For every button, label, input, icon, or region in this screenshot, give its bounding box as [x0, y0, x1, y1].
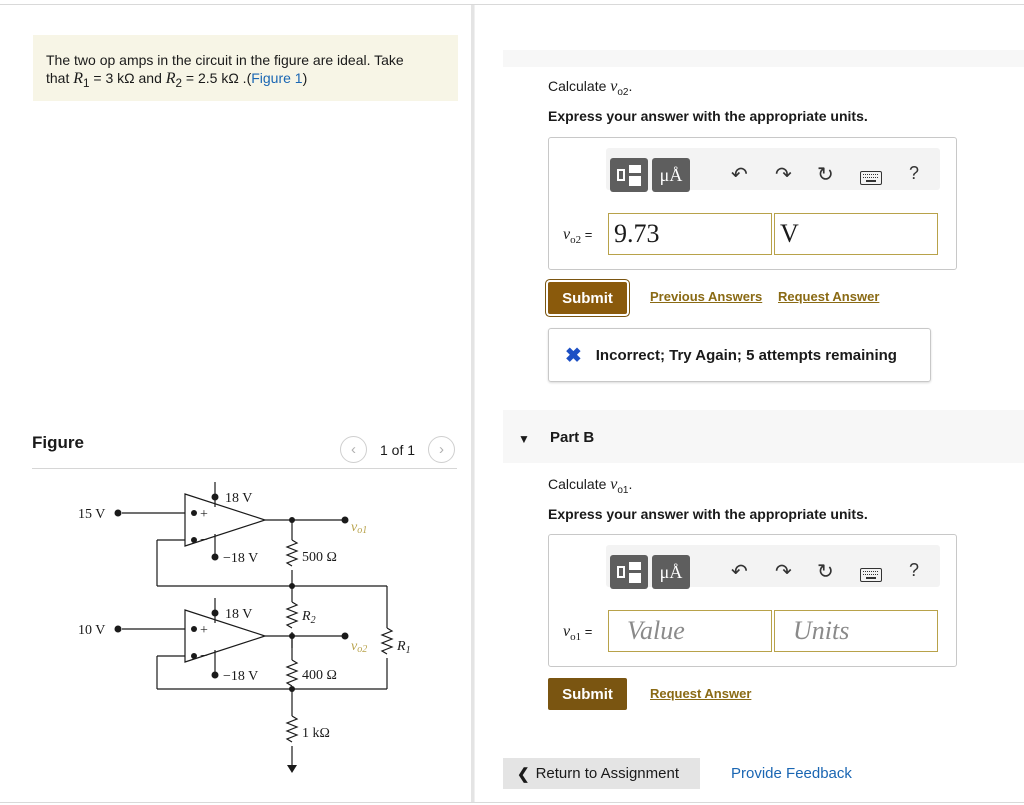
label-400-ohm: 400 Ω — [302, 668, 337, 683]
part-b-answer-box — [548, 534, 957, 667]
undo-icon[interactable]: ↶ — [731, 164, 748, 186]
part-b-question: Calculate $v_{o1}$. — [548, 476, 633, 496]
vo2-value-input[interactable]: 9.73 — [608, 213, 772, 255]
label-r2: $R_2$ — [302, 609, 316, 626]
templates-button-b[interactable] — [610, 555, 648, 589]
minus-terminal-b: − — [200, 649, 208, 664]
part-a-request-answer-link[interactable]: Request Answer — [778, 289, 880, 304]
figure-title: Figure — [32, 433, 84, 452]
r2-value: = 2.5 kΩ .( — [182, 70, 252, 86]
units-button[interactable]: μÅ — [652, 158, 690, 192]
label-minus18v-b: −18 V — [223, 669, 259, 684]
plus-terminal-b: + — [200, 623, 208, 638]
label-minus18v-a: −18 V — [223, 551, 259, 566]
problem-statement — [33, 35, 458, 101]
figure-page-count: 1 of 1 — [380, 441, 416, 458]
label-15v: 15 V — [78, 507, 106, 522]
vo1-units-input[interactable]: Units — [774, 610, 938, 652]
return-label: Return to Assignment — [535, 765, 679, 782]
vo1-label: $v_{o1}$ = — [563, 623, 593, 644]
part-a-question: Calculate $v_{o2}$. — [548, 78, 633, 98]
vo1-value-input[interactable]: Value — [608, 610, 772, 652]
label-r1: $R_1$ — [397, 639, 411, 656]
part-a-instructions: Express your answer with the appropriate units. — [548, 108, 868, 124]
vo2-label: $v_{o2}$ = — [563, 226, 593, 247]
redo-icon-b[interactable]: ↷ — [775, 561, 792, 583]
label-10v: 10 V — [78, 623, 106, 638]
vo2-units-input[interactable]: V — [774, 213, 938, 255]
templates-button[interactable] — [610, 158, 648, 192]
plus-terminal-a: + — [200, 507, 208, 522]
resistor-r1 — [382, 628, 392, 654]
pane-divider-shadow — [474, 5, 475, 802]
label-18v-b: 18 V — [225, 607, 253, 622]
problem-line-2 — [46, 69, 445, 93]
problem-close-paren: ) — [302, 70, 308, 86]
label-18v-a: 18 V — [225, 491, 253, 506]
minus-terminal-a: − — [200, 533, 208, 548]
problem-line-1: The two op amps in the circuit in the figure are ideal. Take — [46, 52, 404, 68]
label-vo2: vo2 — [351, 639, 368, 655]
resistor-1k — [287, 716, 297, 742]
r2-symbol: R — [165, 70, 176, 87]
keyboard-icon-b[interactable] — [860, 568, 882, 582]
units-button-b[interactable]: μÅ — [652, 555, 690, 589]
reset-icon-b[interactable]: ↻ — [817, 561, 834, 583]
undo-icon-b[interactable]: ↶ — [731, 561, 748, 583]
r1-subscript: 1 — [83, 76, 90, 90]
problem-that: that — [46, 70, 74, 86]
r1-symbol: R — [73, 70, 84, 87]
resistor-r2 — [287, 602, 297, 628]
help-icon-b[interactable]: ? — [909, 560, 920, 580]
redo-icon[interactable]: ↷ — [775, 164, 792, 186]
top-rule — [0, 4, 1024, 5]
part-a-header-band — [503, 50, 1024, 67]
label-1k-ohm: 1 kΩ — [302, 726, 330, 741]
part-a-answer-box — [548, 137, 957, 270]
r1-value: = 3 kΩ and — [89, 70, 166, 86]
collapse-arrow-icon[interactable]: ▼ — [518, 432, 530, 446]
bottom-rule — [0, 802, 1024, 803]
part-b-request-answer-link[interactable]: Request Answer — [650, 686, 752, 701]
resistor-400 — [287, 660, 297, 686]
next-figure-button[interactable]: › — [428, 436, 455, 463]
incorrect-feedback — [548, 328, 931, 382]
incorrect-x-icon: ✖ — [565, 344, 582, 367]
return-to-assignment-button[interactable] — [503, 758, 700, 789]
figure-pager — [340, 436, 455, 463]
prev-figure-button[interactable]: ‹ — [340, 436, 367, 463]
label-vo1: vo1 — [351, 520, 368, 536]
reset-icon[interactable]: ↻ — [817, 164, 834, 186]
chevron-left-icon: ❮ — [517, 765, 530, 783]
feedback-text: Incorrect; Try Again; 5 attempts remaining — [595, 346, 897, 364]
r2-subscript: 2 — [175, 76, 183, 90]
label-500-ohm: 500 Ω — [302, 550, 337, 565]
figure-link[interactable]: Figure 1 — [251, 70, 303, 86]
figure-rule — [32, 468, 457, 469]
part-b-submit-button[interactable]: Submit — [548, 678, 627, 710]
previous-answers-link[interactable]: Previous Answers — [650, 289, 763, 304]
part-b-title[interactable]: Part B — [550, 429, 595, 446]
part-a-submit-button[interactable]: Submit — [548, 282, 627, 314]
provide-feedback-link[interactable]: Provide Feedback — [731, 765, 852, 782]
resistor-500 — [287, 540, 297, 566]
help-icon[interactable]: ? — [909, 163, 920, 183]
keyboard-icon[interactable] — [860, 171, 882, 185]
part-b-instructions: Express your answer with the appropriate units. — [548, 506, 868, 522]
circuit-diagram — [60, 478, 440, 788]
ground-arrow — [287, 765, 297, 773]
